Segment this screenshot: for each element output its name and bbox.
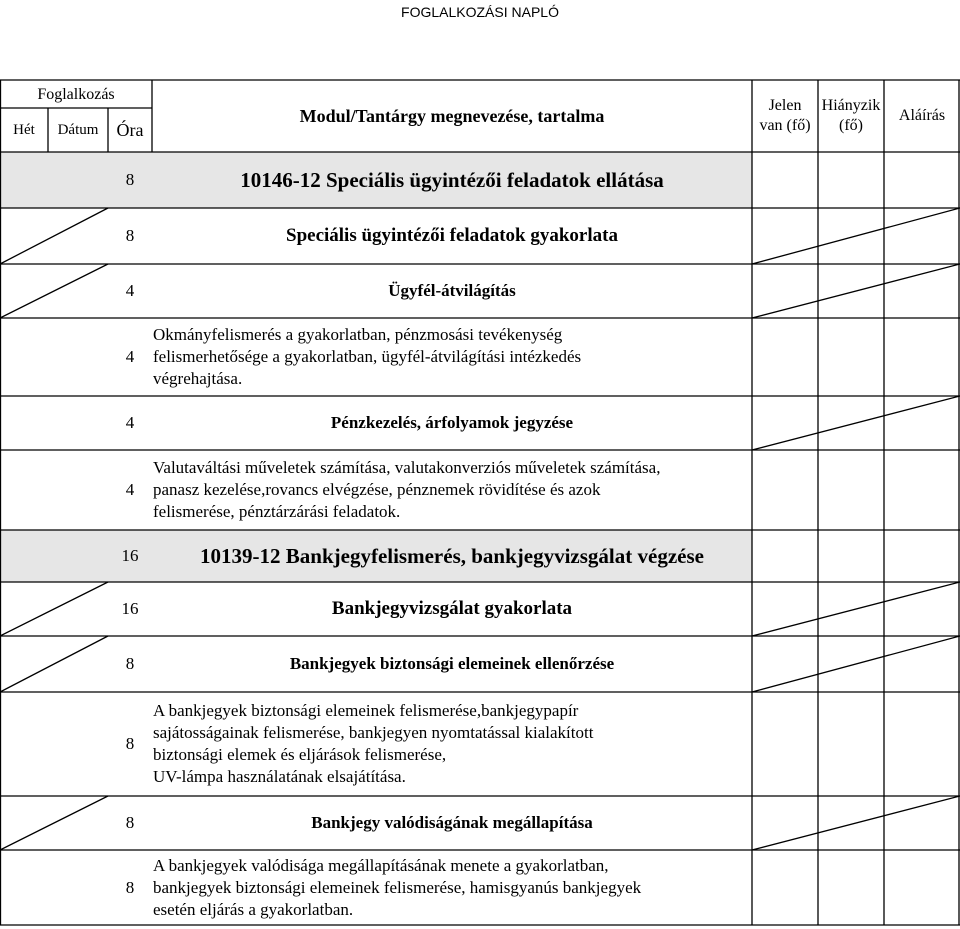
module-title: 10146-12 Speciális ügyintézői feladatok ellátása bbox=[240, 167, 664, 192]
header-foglalkozas: Foglalkozás bbox=[37, 86, 115, 103]
topic-description: A bankjegyek biztonsági elemeinek felismerése,bankjegypapír sajátosságainak felismerése, bankjegyen nyomtatással kialakított biztonsági elemek és eljárások felismerése, UV-lámpa használatának elsajátítása. bbox=[153, 701, 594, 786]
row-hours: 16 bbox=[121, 599, 139, 618]
topic-title: Bankjegyek biztonsági elemeinek ellenőrzése bbox=[289, 654, 615, 673]
row-hours: 8 bbox=[125, 734, 135, 753]
header-modul: Modul/Tantárgy megnevezése, tartalma bbox=[299, 106, 605, 126]
topic-title: Ügyfél-átvilágítás bbox=[388, 281, 516, 300]
topic-description: Valutaváltási műveletek számítása, valutakonverziós műveletek számítása, panasz kezelése,rovancs elvégzése, pénznemek rövidítése és azok felismerése, pénztárzárási feladatok. bbox=[153, 458, 661, 521]
row-hours: 8 bbox=[125, 226, 135, 245]
row-hours: 4 bbox=[125, 413, 135, 432]
row-hours: 8 bbox=[125, 170, 135, 189]
header-alairas: Aláírás bbox=[898, 107, 946, 124]
topic-title: Bankjegy valódiságának megállapítása bbox=[311, 813, 593, 832]
header-ora: Óra bbox=[116, 120, 144, 140]
document-title: FOGLALKOZÁSI NAPLÓ bbox=[401, 4, 559, 20]
subject-title: Bankjegyvizsgálat gyakorlata bbox=[331, 598, 573, 619]
module-title: 10139-12 Bankjegyfelismerés, bankjegyvizsgálat végzése bbox=[200, 543, 704, 568]
header-hianyzik: Hiányzik (fő) bbox=[821, 97, 881, 134]
topic-description: Okmányfelismerés a gyakorlatban, pénzmosási tevékenység felismerhetősége a gyakorlatban, ügyfél-átvilágítási intézkedés végrehajtása. bbox=[153, 325, 582, 388]
row-hours: 4 bbox=[125, 347, 135, 366]
row-hours: 8 bbox=[125, 877, 135, 897]
header-jelen: Jelen van (fő) bbox=[759, 97, 811, 134]
header-het: Hét bbox=[13, 122, 35, 138]
header-datum: Dátum bbox=[57, 122, 99, 138]
row-hours: 8 bbox=[125, 813, 135, 832]
subject-title: Speciális ügyintézői feladatok gyakorlata bbox=[286, 225, 618, 246]
row-hours: 8 bbox=[125, 654, 135, 673]
row-hours: 16 bbox=[121, 546, 139, 565]
topic-title: Pénzkezelés, árfolyamok jegyzése bbox=[330, 413, 574, 432]
row-hours: 4 bbox=[125, 281, 135, 300]
topic-description: A bankjegyek valódisága megállapításának menete a gyakorlatban, bankjegyek biztonsági elemeinek felismerése, hamisgyanús bankjegyek esetén eljárás a gyakorlatban. bbox=[153, 855, 642, 919]
row-hours: 4 bbox=[125, 480, 135, 499]
